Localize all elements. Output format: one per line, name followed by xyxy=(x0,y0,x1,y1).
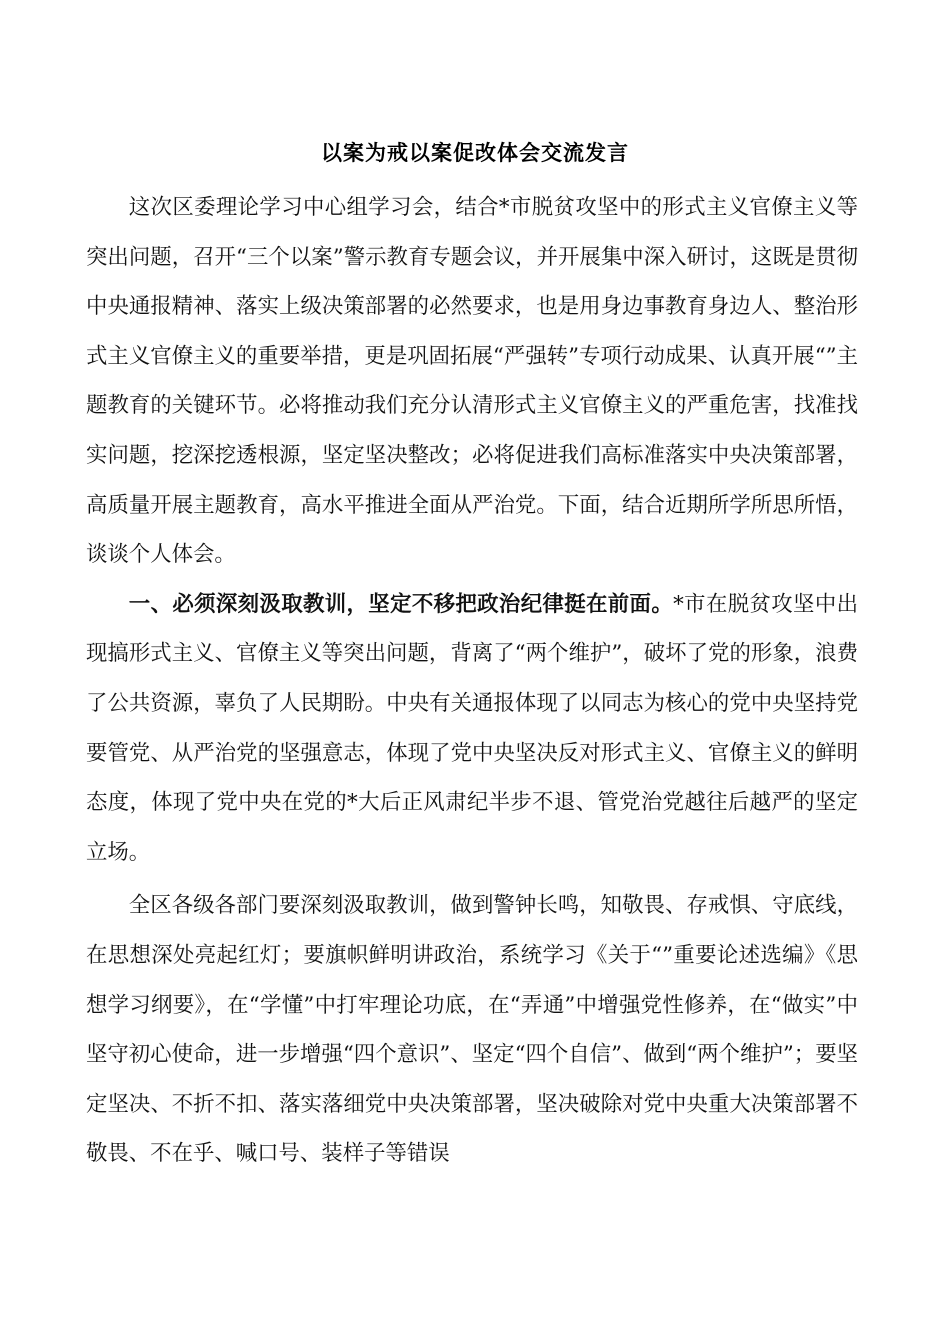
section-heading: 一、必须深刻汲取教训，坚定不移把政治纪律挺在前面。 xyxy=(128,591,674,617)
paragraph-intro xyxy=(86,183,858,580)
paragraph-text: *市在脱贫攻坚中出现搞形式主义、官僚主义等突出问题，背离了“两个维护”，破坏了党的形象，浪费了公共资源，辜负了人民期盼。中央有关通报体现了以同志为核心的党中央坚持党要管党、从严治党的坚强意志，体现了党中央坚决反对形式主义、官僚主义的鲜明态度，体现了党中央在党的*大后正风肃纪半步不退、管党治党越往后越严的坚定立场。 xyxy=(86,591,858,865)
paragraph-section-one xyxy=(86,580,858,878)
paragraph-body xyxy=(86,881,858,1179)
document-title: 以案为戒以案促改体会交流发言 xyxy=(321,141,629,165)
document-body xyxy=(86,183,858,1179)
paragraph-text: 这次区委理论学习中心组学习会，结合*市脱贫攻坚中的形式主义官僚主义等突出问题，召开“三个以案”警示教育专题会议，并开展集中深入研讨，这既是贯彻中央通报精神、落实上级决策部署的必然要求，也是用身边事教育身边人、整治形式主义官僚主义的重要举措，更是巩固拓展“严强转”专项行动成果、认真开展“”主题教育的关键环节。必将推动我们充分认清形式主义官僚主义的严重危害，找准找实问题，挖深挖透根源，坚定坚决整改；必将促进我们高标准落实中央决策部署，高质量开展主题教育，高水平推进全面从严治党。下面，结合近期所学所思所悟，谈谈个人体会。 xyxy=(86,195,858,568)
paragraph-text: 全区各级各部门要深刻汲取教训，做到警钟长鸣，知敬畏、存戒惧、守底线，在思想深处亮起红灯；要旗帜鲜明讲政治，系统学习《关于“”重要论述选编》《思想学习纲要》，在“学懂”中打牢理论功底，在“弄通”中增强党性修养，在“做实”中坚守初心使命，进一步增强“四个意识”、坚定“四个自信”、做到“两个维护”；要坚定坚决、不折不扣、落实落细党中央决策部署，坚决破除对党中央重大决策部署不敬畏、不在乎、喊口号、装样子等错误 xyxy=(86,893,858,1167)
